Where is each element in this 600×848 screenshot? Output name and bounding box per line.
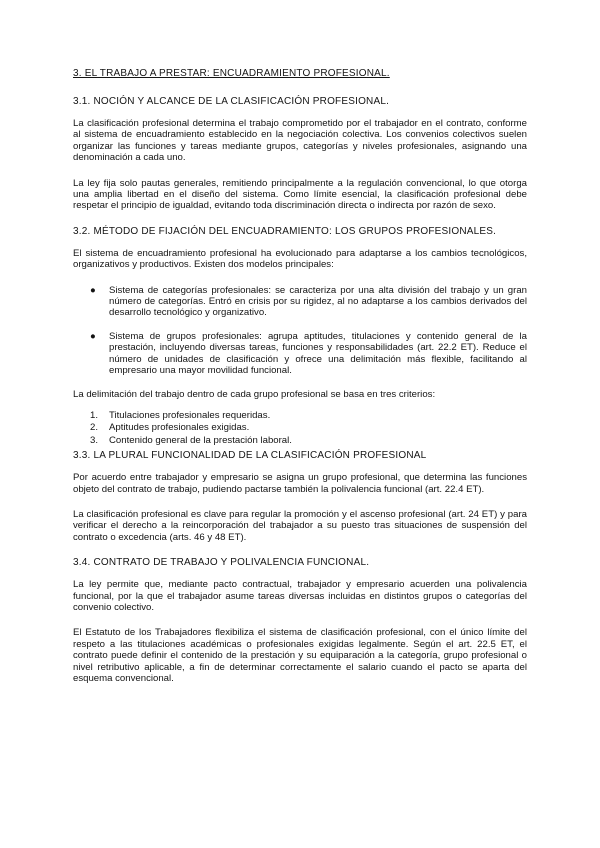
criteria-item (73, 435, 527, 446)
criteria-numbered-list (73, 410, 527, 446)
criteria-text: Contenido general de la prestación laboral. (109, 434, 292, 446)
section-3-4-heading: 3.4. CONTRATO DE TRABAJO Y POLIVALENCIA FUNCIONAL. (73, 557, 370, 569)
criteria-text: Aptitudes profesionales exigidas. (109, 422, 250, 434)
section-3-2-paragraph-2: La delimitación del trabajo dentro de cada grupo profesional se basa en tres criterios: (73, 388, 436, 400)
section-3-2-heading: 3.2. MÉTODO DE FIJACIÓN DEL ENCUADRAMIENTO: LOS GRUPOS PROFESIONALES. (73, 225, 497, 237)
criteria-number: 3. (90, 434, 99, 446)
bullet-icon: ● (90, 284, 96, 296)
models-bullet-list (73, 285, 527, 377)
bullet-text: Sistema de grupos profesionales: agrupa aptitudes, titulaciones y contenido general de la prestación, incluyendo diversas tareas, funciones y responsabilidades (art. 22.2 ET). Reduce el número de unidades de clasificación y ofrece una delimitación más flexible, facilitando al empresario una mayor movilidad funcional. (109, 330, 527, 377)
section-3-1-heading: 3.1. NOCIÓN Y ALCANCE DE LA CLASIFICACIÓN PROFESIONAL. (73, 96, 390, 107)
document-page (73, 68, 527, 698)
section-3-4-paragraph-1: La ley permite que, mediante pacto contractual, trabajador y empresario acuerden una polivalencia funcional, por la que el trabajador asume tareas diversas incluidas en distintos grupos o categorías del convenio colectivo. (73, 579, 527, 613)
criteria-text: Titulaciones profesionales requeridas. (109, 409, 271, 421)
document-title: 3. EL TRABAJO A PRESTAR: ENCUADRAMIENTO PROFESIONAL. (73, 68, 390, 79)
criteria-item (73, 410, 527, 421)
criteria-number: 1. (90, 409, 99, 421)
section-3-3-heading: 3.3. LA PLURAL FUNCIONALIDAD DE LA CLASIFICACIÓN PROFESIONAL (73, 450, 427, 462)
criteria-item (73, 422, 527, 433)
section-3-2-paragraph-1: El sistema de encuadramiento profesional ha evolucionado para adaptarse a los cambios tecnológicos, organizativos y productivos. Existen dos modelos principales: (73, 247, 527, 271)
bullet-item-grupos (73, 331, 527, 377)
section-3-1-paragraph-2: La ley fija solo pautas generales, remitiendo principalmente a la regulación convencional, lo que otorga una amplia libertad en el diseño del sistema. Como límite esencial, la clasificación profesional debe respetar el principio de igualdad, evitando toda discriminación directa o indirecta por razón de sexo. (73, 177, 527, 212)
bullet-icon: ● (90, 330, 96, 342)
section-3-3-paragraph-2: La clasificación profesional es clave para regular la promoción y el ascenso profesional (art. 24 ET) y para verificar el derecho a la reincorporación del trabajador a su puesto tras situaciones de suspensión del contrato o excedencia (arts. 46 y 48 ET). (73, 508, 527, 543)
criteria-number: 2. (90, 422, 99, 434)
section-3-4-paragraph-2: El Estatuto de los Trabajadores flexibiliza el sistema de clasificación profesional, con el único límite del respeto a las titulaciones académicas o profesionales exigidas legalmente. Según el art. 22.5 ET, el contrato puede definir el contenido de la prestación y su equiparación a la categoría, grupo profesional o nivel retributivo aplicable, a fin de determinar correctamente el salario cuando el pacto se aparta del esquema convencional. (73, 627, 527, 684)
section-3-3-paragraph-1: Por acuerdo entre trabajador y empresario se asigna un grupo profesional, que determina las funciones objeto del contrato de trabajo, pudiendo pactarse también la polivalencia funcional (art. 22.4 ET). (73, 472, 527, 495)
section-3-1-paragraph-1: La clasificación profesional determina el trabajo comprometido por el trabajador en el contrato, conforme al sistema de encuadramiento establecido en la negociación colectiva. Los convenios colectivos suelen organizar las funciones y tareas mediante grupos, categorías y niveles profesionales, asignando una denominación a cada uno. (73, 118, 527, 164)
bullet-text: Sistema de categorías profesionales: se caracteriza por una alta división del trabajo y un gran número de categorías. Entró en crisis por su rigidez, al no adaptarse a los cambios derivados del desarrollo tecnológico y organizativo. (109, 284, 527, 319)
bullet-item-categorias (73, 285, 527, 319)
